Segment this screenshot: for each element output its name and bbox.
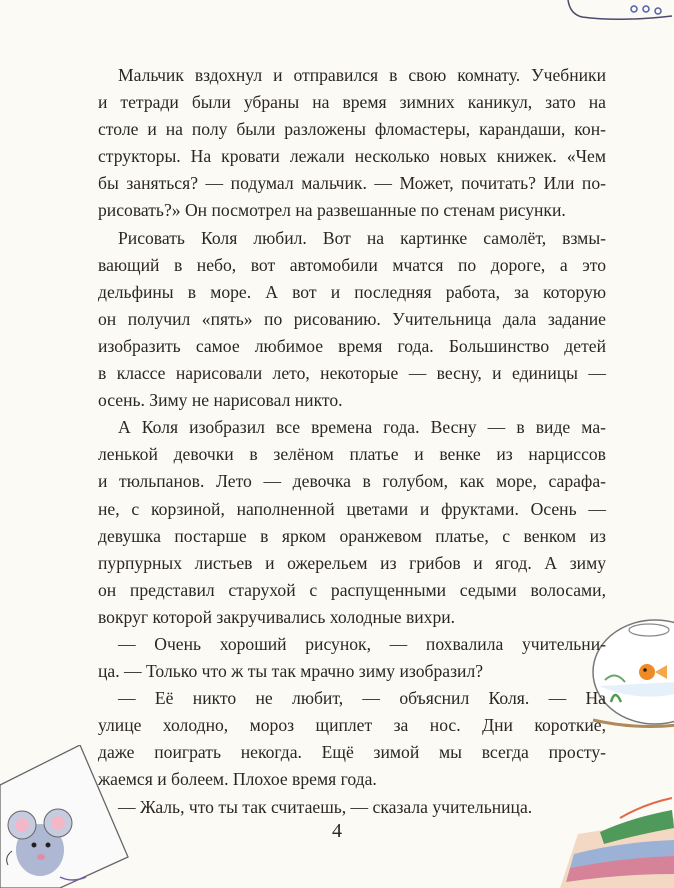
text-line: изобразить самое любимое время года. Большинство детей xyxy=(98,335,606,356)
text-line: столе и на полу были разложены фломастеры, карандаши, кон- xyxy=(98,119,606,140)
text-line: вокруг которой закручивались холодные вихри. xyxy=(98,606,456,627)
text-line: ца. — Только что ж ты так мрачно зиму изобразил? xyxy=(98,661,484,682)
text-line: девушка постарше в ярком оранжевом платье, с венком из xyxy=(98,525,606,546)
text-line: и тетради были убраны на время зимних каникул, зато на xyxy=(98,92,606,113)
text-line: осень. Зиму не нарисовал никто. xyxy=(98,390,343,411)
text-line: Рисовать Коля любил. Вот на картинке самолёт, взмы- xyxy=(118,227,606,248)
text-line: рисовать?» Он посмотрел на развешанные по стенам рисунки. xyxy=(98,200,566,221)
text-line: жаемся и болеем. Плохое время года. xyxy=(98,769,377,790)
text-line: и тюльпанов. Лето — девочка в голубом, как море, сарафа- xyxy=(98,471,606,492)
text-line: дельфины в море. А вот и последняя работа, за которую xyxy=(98,281,606,302)
text-line: бы заняться? — подумал мальчик. — Может, почитать? Или по- xyxy=(98,173,606,194)
page-number: 4 xyxy=(332,820,342,842)
text-line: даже поиграть некогда. Ещё зимой мы всегда просту- xyxy=(98,742,606,763)
text-line: не, с корзиной, наполненной цветами и фруктами. Осень — xyxy=(98,498,606,519)
text-line: пурпурных листьев и ожерельем из грибов и ягод. А зиму xyxy=(98,552,606,573)
text-line: улице холодно, мороз щиплет за нос. Дни короткие, xyxy=(98,715,606,736)
text-line: вающий в небо, вот автомобили мчатся по дороге, а это xyxy=(98,254,606,275)
story-text xyxy=(98,62,606,821)
text-line: ленькой девочки в зелёном платье и венке из нарциссов xyxy=(98,444,606,465)
text-line: Мальчик вздохнул и отправился в свою комнату. Учебники xyxy=(118,65,606,85)
text-line: в классе нарисовали лето, некоторые — весну, и единицы — xyxy=(98,363,606,384)
text-line: он представил старухой с распущенными седыми волосами, xyxy=(98,579,606,600)
text-line: он получил «пять» по рисованию. Учительница дала задание xyxy=(98,308,606,329)
text-line: — Её никто не любит, — объяснил Коля. — На xyxy=(118,688,606,709)
text-line: А Коля изобразил все времена года. Весну — в виде ма- xyxy=(118,417,606,438)
text-line: — Очень хороший рисунок, — похвалила учительни- xyxy=(118,633,606,654)
text-line: структоры. На кровати лежали несколько новых книжек. «Чем xyxy=(98,146,606,167)
doodle-illustration-top xyxy=(560,0,674,30)
text-line: — Жаль, что ты так считаешь, — сказала учительница. xyxy=(118,796,533,817)
